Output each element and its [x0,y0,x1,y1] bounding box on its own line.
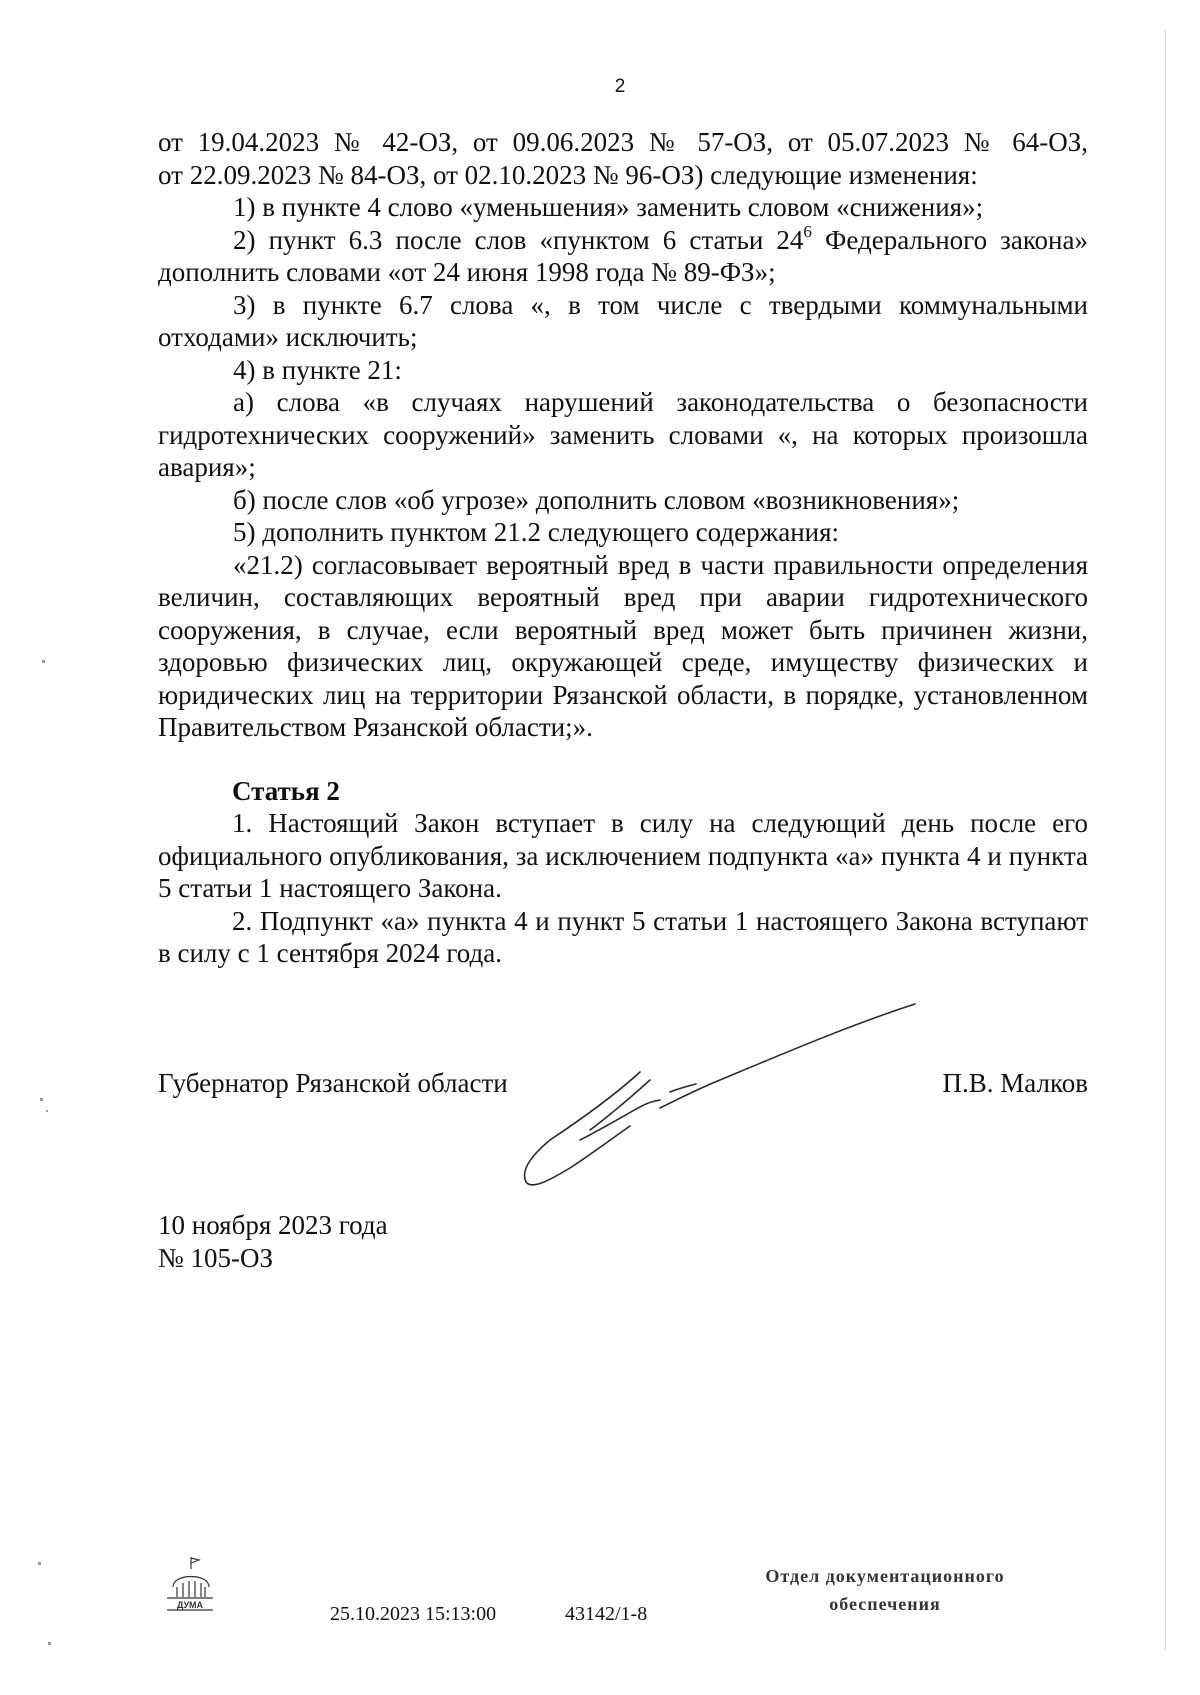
date-block [158,1209,388,1275]
intro-line-1: от 19.04.2023 № 42-ОЗ, от 09.06.2023 № 57-ОЗ, от 05.07.2023 № 64-ОЗ, [158,127,1088,157]
footer-timestamp: 25.10.2023 15:13:00 [330,1603,497,1625]
page-number: 2 [614,76,626,97]
amendment-item-1: 1) в пункте 4 слово «уменьшения» заменить словом «снижения»; [233,192,984,222]
amendment-item-2 [158,221,1088,289]
scan-dot [42,660,45,663]
amendment-item-4b: б) после слов «об угрозе» дополнить словом «возникновения»; [233,484,960,515]
scan-dot [48,1642,51,1645]
department-stamp [735,1562,1035,1618]
amendment-item-2-end: Федерального закона» дополнить словами «от 24 июня 1998 года № 89-ФЗ»; [158,224,1088,287]
department-stamp-line-1: Отдел документационного [765,1566,1005,1586]
department-stamp-line-2: обеспечения [829,1594,941,1614]
amendment-item-2-start: 2) пункт 6.3 после слов «пунктом 6 статьи 24 [233,224,804,255]
law-number: № 105-ОЗ [158,1243,274,1273]
handwritten-signature [520,1000,920,1200]
article-superscript: 6 [803,221,812,241]
scan-edge-line [1165,30,1166,1650]
duma-logo-text: ДУМА [176,1600,204,1610]
amendment-item-4: 4) в пункте 21: [233,354,402,385]
duma-logo [163,1555,215,1615]
amendment-item-4a: а) слова «в случаях нарушений законодательства о безопасности гидротехнических сооружений» заменить словами «, на которых произошла авария»; [158,387,1088,482]
signatory-name: П.В. Малков [942,1068,1088,1098]
amendment-item-3: 3) в пункте 6.7 слова «, в том числе с твердыми коммунальными отходами» исключить; [158,289,1088,352]
amendment-item-5-text: «21.2) согласовывает вероятный вред в части правильности определения величин, составляющих вероятный вред при аварии гидротехнического сооружения, в случае, если вероятный вред может быть причинен жизни, здоровью физических лиц, окружающей среде, имуществу физических и юридических лиц на территории Рязанской области, в порядке, установленном Правительством Рязанской области;». [158,549,1088,742]
signatory-title: Губернатор Рязанской области [158,1068,508,1098]
amendment-item-5: 5) дополнить пунктом 21.2 следующего содержания: [233,517,840,547]
scan-dot [40,1098,43,1101]
article-2-heading: Статья 2 [232,775,340,806]
scan-dot [46,1110,48,1112]
document-body [158,126,1088,970]
article-2-paragraph-1: 1. Настоящий Закон вступает в силу на следующий день после его официального опубликования, за исключением подпункта «а» пункта 4 и пункта 5 статьи 1 настоящего Закона. [158,808,1088,903]
law-date: 10 ноября 2023 года [158,1210,388,1240]
intro-line-2: от 22.09.2023 № 84-ОЗ, от 02.10.2023 № 96-ОЗ) следующие изменения: [158,159,978,190]
footer-registration-number: 43142/1-8 [565,1603,648,1625]
article-2-paragraph-2: 2. Подпункт «а» пункта 4 и пункт 5 статьи 1 настоящего Закона вступают в силу с 1 сентября 2024 года. [158,905,1088,968]
scan-dot [38,1562,41,1565]
